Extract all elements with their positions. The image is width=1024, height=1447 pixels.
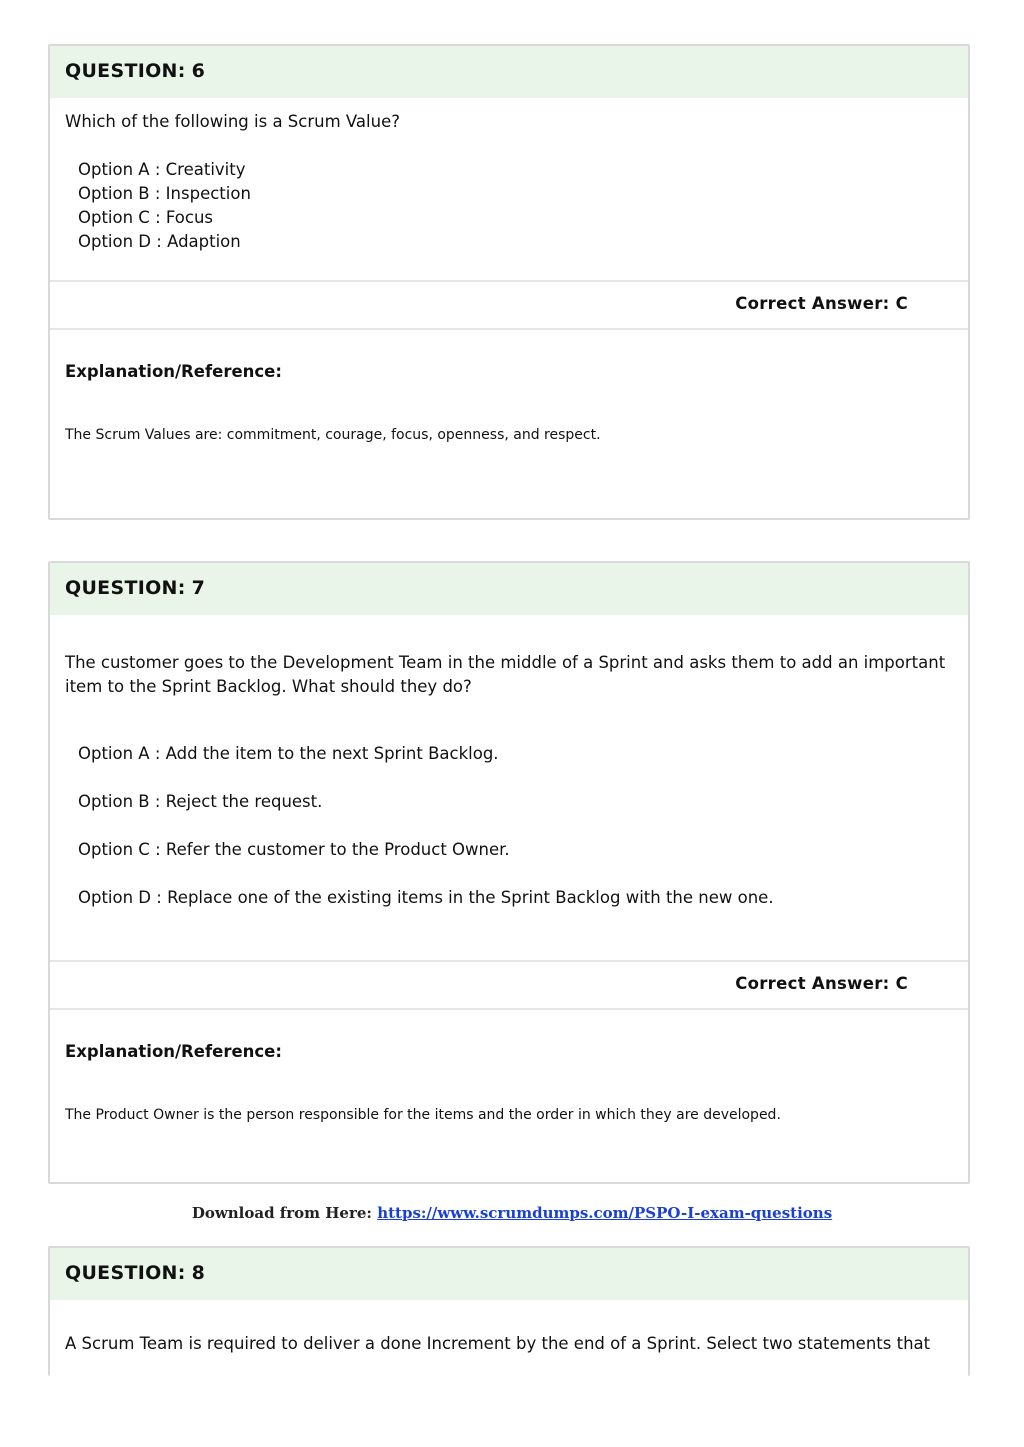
question-header	[50, 46, 968, 98]
question-card-8	[48, 1246, 970, 1376]
answer-row	[50, 960, 968, 1010]
option-a: Option A : Add the item to the next Sprint Backlog.	[78, 744, 499, 763]
question-text: A Scrum Team is required to deliver a done Increment by the end of a Sprint. Select two statements that	[65, 1334, 931, 1353]
question-header	[50, 1248, 968, 1300]
download-line	[0, 1204, 1024, 1222]
question-number: 7	[191, 577, 206, 599]
answer-row	[50, 280, 968, 330]
question-text-line-1: The customer goes to the Development Team in the middle of a Sprint and asks them to add an important	[65, 653, 946, 672]
download-link[interactable]: https://www.scrumdumps.com/PSPO-I-exam-questions	[377, 1204, 833, 1222]
correct-answer: Correct Answer: C	[735, 974, 908, 993]
question-text-line-2: item to the Sprint Backlog. What should they do?	[65, 677, 472, 696]
explanation-text: The Product Owner is the person responsible for the items and the order in which they are developed.	[65, 1107, 781, 1123]
question-card-6	[48, 44, 970, 520]
question-label: QUESTION:	[65, 60, 186, 82]
question-card-7	[48, 561, 970, 1184]
question-number: 8	[191, 1262, 206, 1284]
question-label: QUESTION:	[65, 1262, 186, 1284]
option-d: Option D : Adaption	[78, 232, 241, 251]
option-c: Option C : Focus	[78, 208, 214, 227]
question-number: 6	[191, 60, 206, 82]
explanation-title: Explanation/Reference:	[65, 1042, 282, 1061]
explanation-title: Explanation/Reference:	[65, 362, 282, 381]
explanation-text: The Scrum Values are: commitment, courage, focus, openness, and respect.	[65, 427, 601, 443]
option-c: Option C : Refer the customer to the Product Owner.	[78, 840, 510, 859]
option-d: Option D : Replace one of the existing items in the Sprint Backlog with the new one.	[78, 888, 774, 907]
question-text: Which of the following is a Scrum Value?	[65, 112, 400, 131]
question-label: QUESTION:	[65, 577, 186, 599]
correct-answer: Correct Answer: C	[735, 294, 908, 313]
download-label: Download from Here:	[191, 1204, 372, 1222]
option-b: Option B : Reject the request.	[78, 792, 323, 811]
option-a: Option A : Creativity	[78, 160, 246, 179]
option-b: Option B : Inspection	[78, 184, 251, 203]
question-header	[50, 563, 968, 615]
